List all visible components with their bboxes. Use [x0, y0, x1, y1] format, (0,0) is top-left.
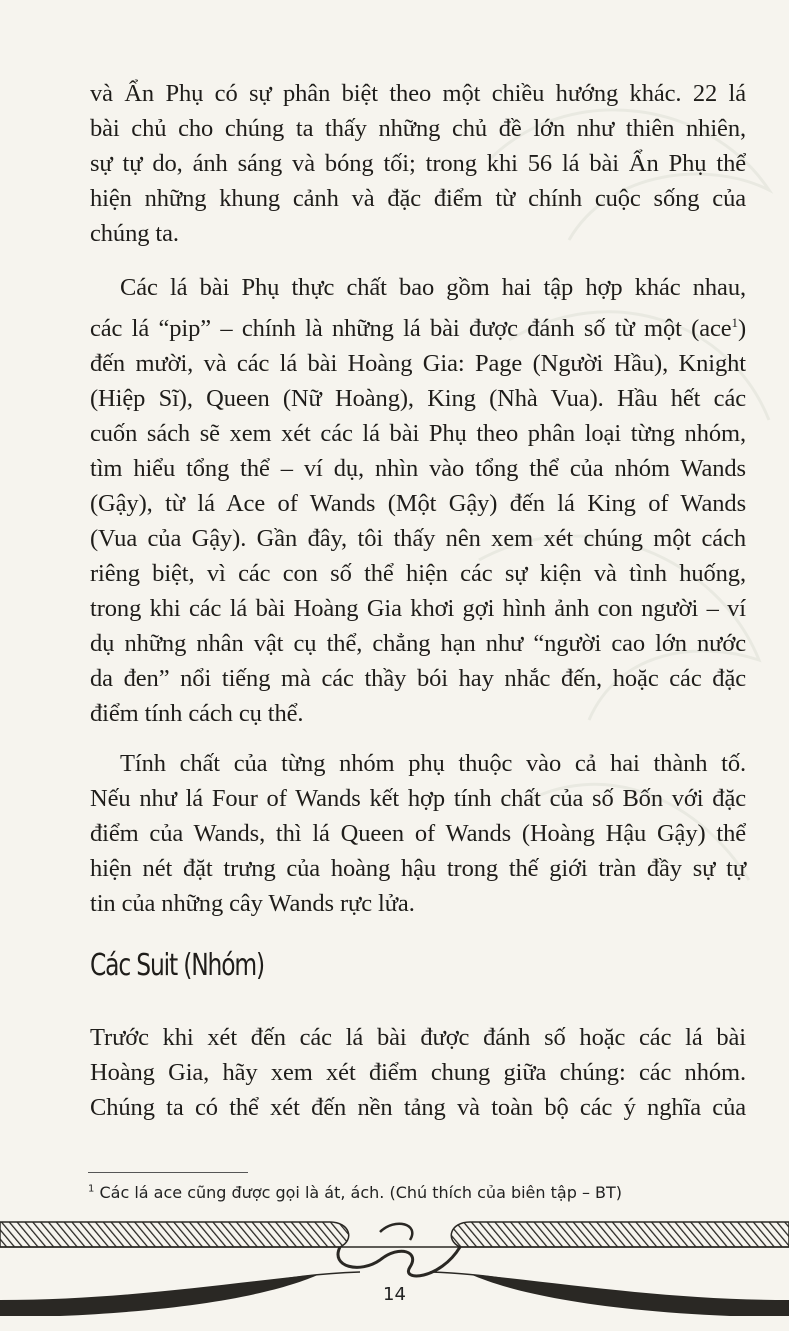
paragraph-line: tìm hiểu tổng thể – ví dụ, nhìn vào tổng thể của nhóm Wands — [90, 455, 746, 483]
paragraph-line: Tính chất của từng nhóm phụ thuộc vào cả hai thành tố. — [120, 750, 746, 777]
footnote — [88, 1183, 622, 1202]
paragraph-line: tin của những cây Wands rực lửa. — [90, 890, 415, 917]
section-heading: Các Suit (Nhóm) — [90, 948, 264, 983]
paragraph-line: (Hiệp Sĩ), Queen (Nữ Hoàng), King (Nhà Vua). Hầu hết các — [90, 385, 746, 413]
paragraph-line: điểm của Wands, thì lá Queen of Wands (Hoàng Hậu Gậy) thể — [90, 820, 746, 847]
paragraph-line: (Gậy), từ lá Ace of Wands (Một Gậy) đến lá King of Wands — [90, 490, 746, 518]
paragraph-line: và Ẩn Phụ có sự phân biệt theo một chiều hướng khác. 22 lá — [90, 80, 746, 107]
paragraph-line: hiện những khung cảnh và đặc điểm từ chính cuộc sống của — [90, 185, 746, 212]
paragraph-1 — [90, 76, 746, 251]
paragraph-line: Nếu như lá Four of Wands kết hợp tính chất của số Bốn với đặc — [90, 785, 746, 812]
paragraph-line: Trước khi xét đến các lá bài được đánh số hoặc các lá bài — [90, 1024, 746, 1051]
paragraph-line: sự tự do, ánh sáng và bóng tối; trong khi 56 lá bài Ẩn Phụ thể — [90, 150, 746, 177]
paragraph-line: da đen” nổi tiếng mà các thầy bói hay nhắc đến, hoặc các đặc — [90, 665, 746, 693]
footnote-text: Các lá ace cũng được gọi là át, ách. (Chú thích của biên tập – BT) — [99, 1183, 623, 1202]
paragraph-4 — [90, 1020, 746, 1125]
paragraph-line: đến mười, và các lá bài Hoàng Gia: Page (Người Hầu), Knight — [90, 350, 746, 378]
paragraph-line-tail: ) — [737, 315, 746, 343]
page-border-ornament — [0, 1212, 789, 1331]
paragraph-line: riêng biệt, vì các con số thể hiện các sự kiện và tình huống, — [90, 560, 746, 588]
footnote-divider — [88, 1172, 248, 1173]
paragraph-2 — [90, 270, 746, 731]
footnote-reference[interactable]: 1 — [731, 315, 738, 330]
paragraph-line: Các lá bài Phụ thực chất bao gồm hai tập hợp khác nhau, — [120, 274, 746, 301]
paragraph-line: trong khi các lá bài Hoàng Gia khơi gợi hình ảnh con người – ví — [90, 595, 746, 623]
paragraph-line: cuốn sách sẽ xem xét các lá bài Phụ theo phân loại từng nhóm, — [90, 420, 746, 448]
paragraph-line: Chúng ta có thể xét đến nền tảng và toàn bộ các ý nghĩa của — [90, 1094, 746, 1121]
paragraph-line: (Vua của Gậy). Gần đây, tôi thấy nên xem xét chúng một cách — [90, 525, 746, 553]
paragraph-line: chúng ta. — [90, 220, 179, 247]
paragraph-line-text: các lá “pip” – chính là những lá bài được đánh số từ một (ace — [90, 315, 732, 343]
paragraph-line: điểm tính cách cụ thể. — [90, 700, 304, 728]
paragraph-line: hiện nét đặt trưng của hoàng hậu trong thế giới tràn đầy sự tự — [90, 855, 746, 882]
paragraph-line: Hoàng Gia, hãy xem xét điểm chung giữa chúng: các nhóm. — [90, 1059, 746, 1086]
paragraph-line: bài chủ cho chúng ta thấy những chủ đề lớn như thiên nhiên, — [90, 115, 746, 142]
paragraph-line: dụ những nhân vật cụ thể, chẳng hạn như “người cao lớn nước — [90, 630, 746, 658]
paragraph-line-with-footnote — [90, 305, 746, 346]
paragraph-3 — [90, 746, 746, 921]
page-number: 14 — [383, 1284, 406, 1305]
footnote-marker: 1 — [88, 1183, 95, 1195]
